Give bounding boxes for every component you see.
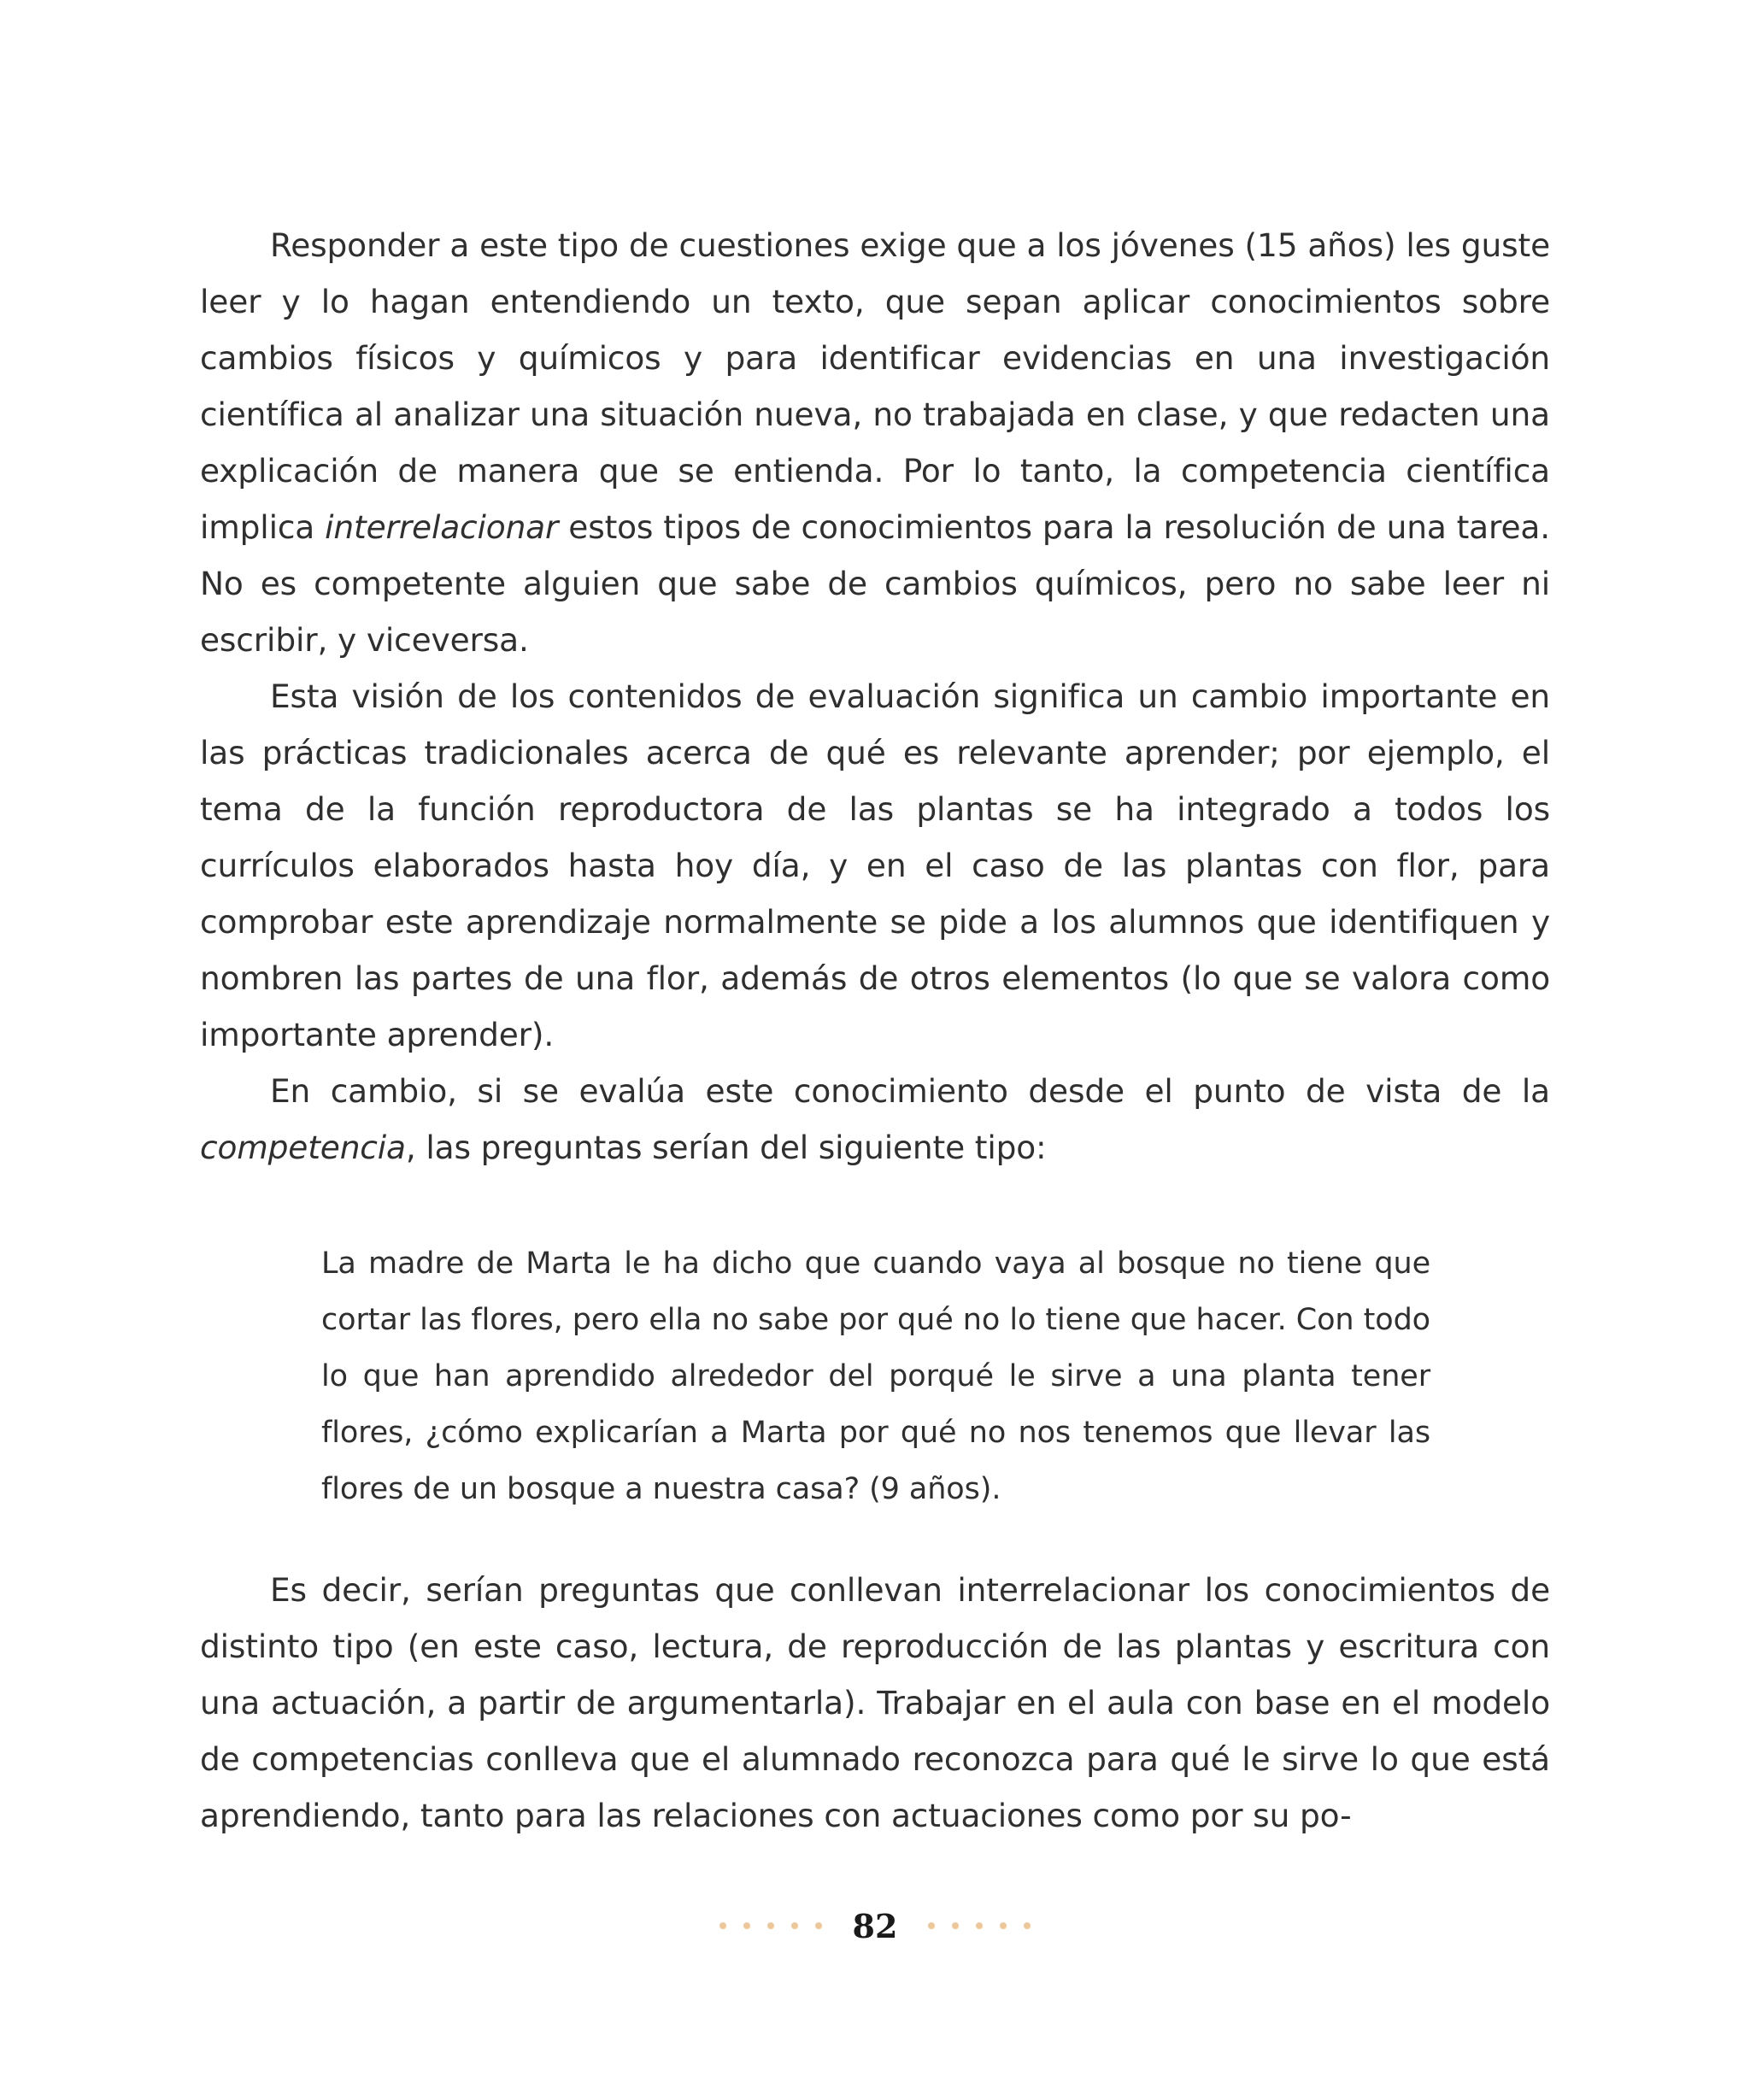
text-segment: estos tipos de conocimientos para la resolución de una tarea. No es competente alguien que sabe de cambios químicos, pero no sabe leer ni escribir, y viceversa. bbox=[200, 508, 1550, 659]
text-segment: Responder a este tipo de cuestiones exige que a los jóvenes (15 años) les guste leer y lo hagan entendiendo un texto, que sepan aplicar conocimientos sobre cambios físicos y químicos y para identificar evidencias en una investigación científica al analizar una situación nueva, no trabajada en clase, y que redacten una explicación de manera que se entienda. Por lo tanto, la competencia científica implica bbox=[200, 226, 1550, 546]
footer-dot bbox=[791, 1922, 798, 1929]
footer-dot bbox=[976, 1922, 983, 1929]
page-footer bbox=[0, 1900, 1750, 1951]
footer-dot bbox=[928, 1922, 935, 1929]
italic-text: competencia bbox=[200, 1129, 406, 1166]
footer-dot bbox=[815, 1922, 822, 1929]
footer-dots-right bbox=[919, 1922, 1039, 1929]
text-segment: Es decir, serían preguntas que conllevan interrelacionar los conocimientos de distinto tipo (en este caso, lectura, de reproducción de las plantas y escritura con una actuación, a partir de argumentarla). Trabajar en el aula con base en el modelo de competencias conlleva que el alumnado reconozca para qué le sirve lo que está aprendiendo, tanto para las relaciones con actuaciones como por su po- bbox=[200, 1571, 1550, 1834]
block-quote: La madre de Marta le ha dicho que cuando vaya al bosque no tiene que cortar las flores, pero ella no sabe por qué no lo tiene que hacer. Con todo lo que han aprendido alrededor del porqué le sirve a una planta tener flores, ¿cómo explicarían a Marta por qué no nos tenemos que llevar las flores de un bosque a nuestra casa? (9 años). bbox=[321, 1247, 1430, 1506]
body-text-top bbox=[200, 217, 1550, 1176]
footer-dot bbox=[719, 1922, 726, 1929]
paragraph bbox=[200, 217, 1550, 668]
footer-dot bbox=[767, 1922, 774, 1929]
page-number: 82 bbox=[852, 1906, 898, 1945]
footer-dots-left bbox=[711, 1922, 831, 1929]
paragraph bbox=[200, 668, 1550, 1063]
body-text-bottom bbox=[200, 1562, 1550, 1844]
text-segment: , las preguntas serían del siguiente tipo: bbox=[405, 1129, 1047, 1166]
footer-dot bbox=[743, 1922, 750, 1929]
paragraph bbox=[200, 1063, 1550, 1176]
footer-dot bbox=[1024, 1922, 1031, 1929]
italic-text: interrelacionar bbox=[325, 508, 559, 546]
footer-dot bbox=[952, 1922, 959, 1929]
text-segment: Esta visión de los contenidos de evaluación significa un cambio importante en las prácticas tradicionales acerca de qué es relevante aprender; por ejemplo, el tema de la función reproductora de las plantas se ha integrado a todos los currículos elaborados hasta hoy día, y en el caso de las plantas con flor, para comprobar este aprendizaje normalmente se pide a los alumnos que identifiquen y nombren las partes de una flor, además de otros elementos (lo que se valora como importante aprender). bbox=[200, 678, 1550, 1053]
paragraph bbox=[200, 1562, 1550, 1844]
footer-dot bbox=[1000, 1922, 1007, 1929]
text-segment: En cambio, si se evalúa este conocimiento desde el punto de vista de la bbox=[270, 1072, 1550, 1110]
